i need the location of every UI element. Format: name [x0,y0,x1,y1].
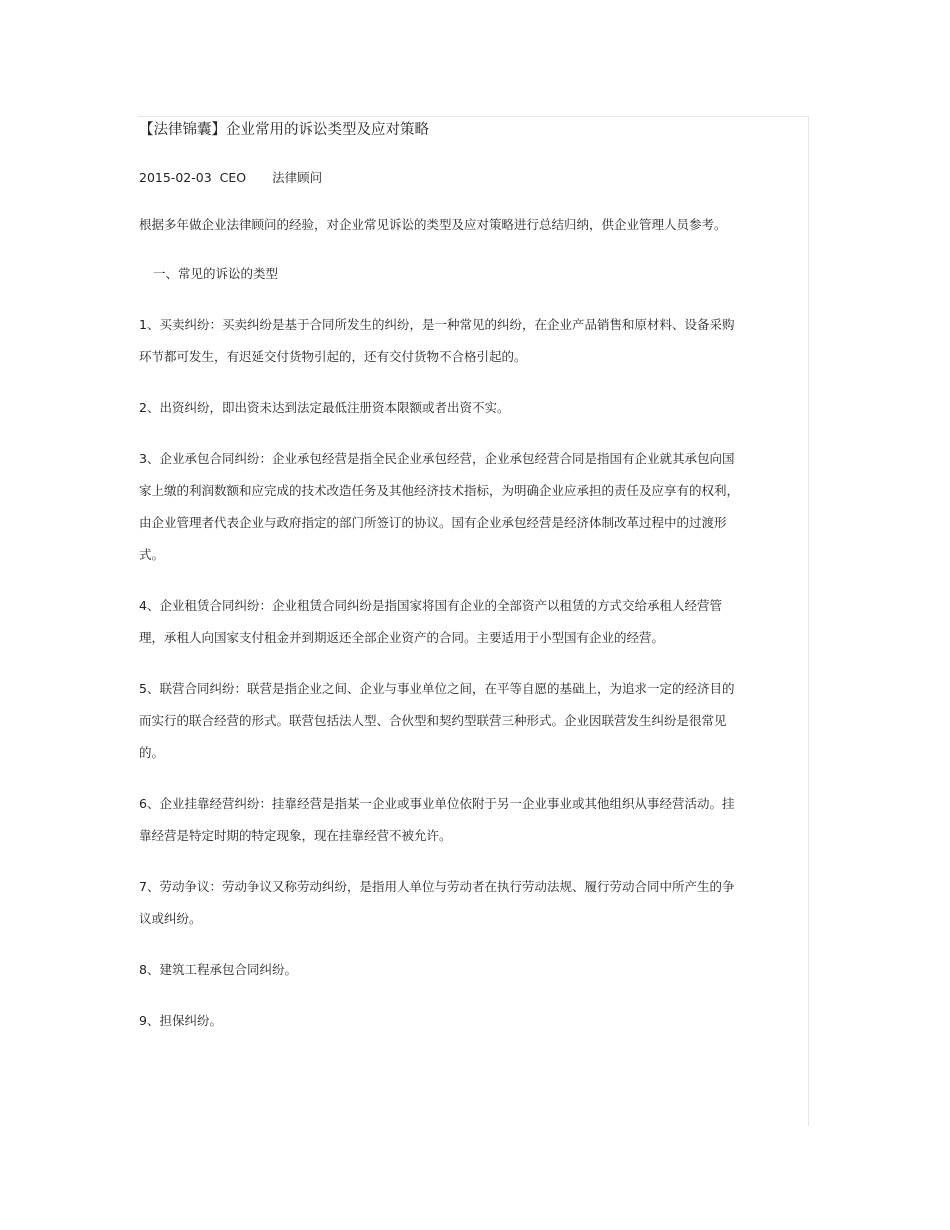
list-item: 3、企业承包合同纠纷：企业承包经营是指全民企业承包经营，企业承包经营合同是指国有企业就其承包向国家上缴的利润数额和应完成的技术改造任务及其他经济技术指标，为明确企业应承担的责任及应享有的权利，由企业管理者代表企业与政府指定的部门所签订的协议。国有企业承包经营是经济体制改革过程中的过渡形式。 [139,451,740,562]
list-item: 1、买卖纠纷：买卖纠纷是基于合同所发生的纠纷，是一种常见的纠纷，在企业产品销售和原材料、设备采购环节都可发生，有迟延交付货物引起的，还有交付货物不合格引起的。 [139,317,735,364]
intro-paragraph: 根据多年做企业法律顾问的经验，对企业常见诉讼的类型及应对策略进行总结归纳，供企业管理人员参考。 [139,217,727,232]
publish-date: 2015-02-03 [139,170,212,185]
list-item: 5、联营合同纠纷：联营是指企业之间、企业与事业单位之间，在平等自愿的基础上，为追求一定的经济目的而实行的联合经营的形式。联营包括法人型、合伙型和契约型联营三种形式。企业因联营发生纠纷是很常见的。 [139,681,735,760]
article-title: 【法律锦囊】企业常用的诉讼类型及应对策略 [139,122,429,138]
list-item: 4、企业租赁合同纠纷：企业租赁合同纠纷是指国家将国有企业的全部资产以租赁的方式交给承租人经营管理，承租人向国家支付租金并到期返还全部企业资产的合同。主要适用于小型国有企业的经营。 [139,598,722,645]
article-content [139,118,739,1037]
article-meta [139,168,739,188]
section-heading: 一、常见的诉讼的类型 [153,266,279,281]
category-label: 法律顾问 [272,170,323,185]
list-item: 6、企业挂靠经营纠纷：挂靠经营是指某一企业或事业单位依附于另一企业事业或其他组织从事经营活动。挂靠经营是特定时期的特定现象，现在挂靠经营不被允许。 [139,796,735,843]
list-item: 7、劳动争议：劳动争议又称劳动纠纷，是指用人单位与劳动者在执行劳动法规、履行劳动合同中所产生的争议或纠纷。 [139,879,735,926]
list-item: 2、出资纠纷，即出资未达到法定最低注册资本限额或者出资不实。 [139,400,510,415]
list-item: 9、担保纠纷。 [139,1013,222,1028]
author-name: CEO [219,170,247,185]
list-item: 8、建筑工程承包合同纠纷。 [139,962,297,977]
